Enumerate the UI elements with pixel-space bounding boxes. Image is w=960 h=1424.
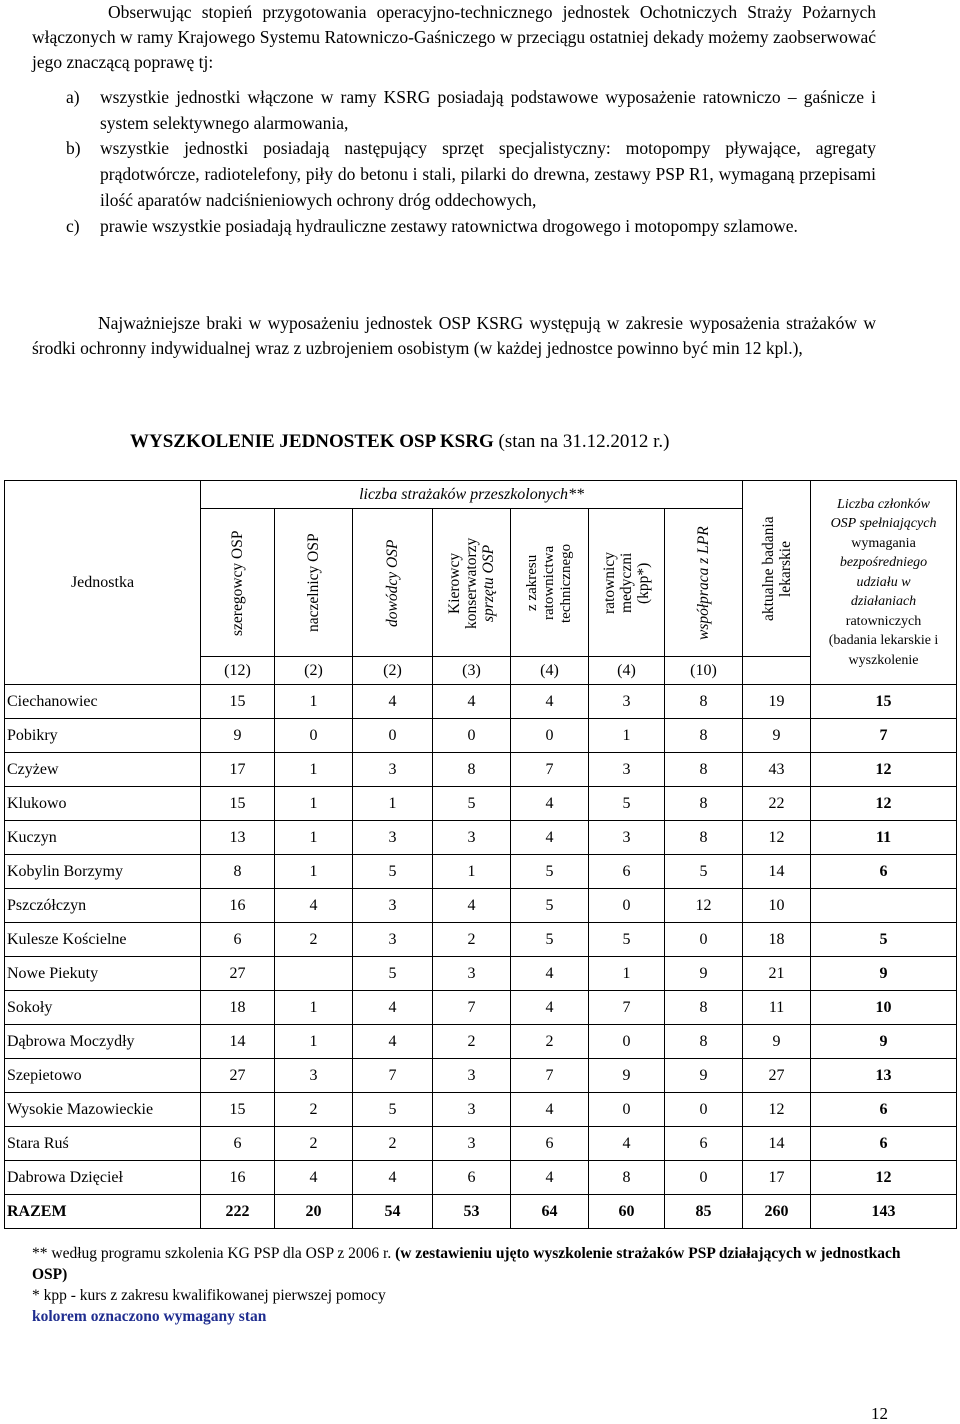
header-medical-exams: aktualne badania lekarskie [743,481,811,657]
header-drivers: Kierowcy konserwatorzy sprzętu OSP [433,509,511,657]
table-cell: 14 [201,1025,275,1059]
table-row [5,923,957,957]
unit-name: Dabrowa Dzięcieł [5,1161,201,1195]
table-cell: 2 [433,1025,511,1059]
required-value: (10) [665,657,743,685]
table-cell: 4 [511,991,589,1025]
list-item [66,136,876,213]
table-cell: 3 [433,957,511,991]
table-cell: 13 [201,821,275,855]
table-cell: 6 [511,1127,589,1161]
unit-name: RAZEM [5,1195,201,1229]
table-cell: 3 [353,821,433,855]
table-cell: 43 [743,753,811,787]
table-cell: 6 [665,1127,743,1161]
table-cell: 1 [275,855,353,889]
table-cell: 0 [275,719,353,753]
table-cell: 5 [511,855,589,889]
table-cell: 5 [353,1093,433,1127]
intro-text: Obserwując stopień przygotowania operacyjno-technicznego jednostek Ochotniczych Straży Pożarnych włączonych w ramy Krajowego Systemu Ratowniczo-Gaśniczego w przeciągu ostatniej dekady możemy zaobserwować jego znaczącą poprawę tj: [32,2,876,72]
table-cell: 6 [433,1161,511,1195]
table-cell: 18 [201,991,275,1025]
table-cell: 1 [275,753,353,787]
table-cell: 9 [743,719,811,753]
table-cell: 5 [511,923,589,957]
table-cell: 3 [353,889,433,923]
footnote-kpp: * kpp - kurs z zakresu kwalifikowanej pierwszej pomocy [32,1287,386,1304]
table-cell: 9 [665,957,743,991]
required-value: (4) [589,657,665,685]
table-cell: 9 [201,719,275,753]
table-cell: 1 [275,991,353,1025]
table-cell: 0 [433,719,511,753]
table-cell: 0 [665,1161,743,1195]
table-cell: 9 [811,957,957,991]
table-cell: 64 [511,1195,589,1229]
unit-name: Klukowo [5,787,201,821]
table-cell: 4 [275,889,353,923]
table-cell: 5 [511,889,589,923]
improvements-list [66,85,876,239]
table-cell: 222 [201,1195,275,1229]
unit-name: Szepietowo [5,1059,201,1093]
unit-name: Kulesze Kościelne [5,923,201,957]
table-cell: 4 [511,821,589,855]
table-cell: 1 [275,685,353,719]
table-cell: 27 [201,1059,275,1093]
table-row [5,719,957,753]
table-cell: 3 [433,1093,511,1127]
table-cell: 13 [811,1059,957,1093]
table-cell: 1 [589,957,665,991]
table-cell: 4 [433,889,511,923]
table-cell: 3 [433,1059,511,1093]
unit-name: Pszczółczyn [5,889,201,923]
table-cell: 5 [589,787,665,821]
footnotes [32,1243,912,1327]
table-cell: 7 [589,991,665,1025]
table-cell: 8 [665,991,743,1025]
table-row [5,821,957,855]
table-cell: 9 [743,1025,811,1059]
table-cell: 8 [433,753,511,787]
table-row [5,1093,957,1127]
header-technical-rescue: z zakresu ratownictwa technicznego [511,509,589,657]
footnote-color: kolorem oznaczono wymagany stan [32,1308,267,1325]
list-marker: c) [66,215,80,236]
table-cell: 2 [275,1127,353,1161]
table-cell: 0 [665,1093,743,1127]
training-table [4,480,957,1229]
table-cell: 1 [589,719,665,753]
table-cell: 85 [665,1195,743,1229]
table-cell: 6 [201,1127,275,1161]
table-cell: 4 [511,1093,589,1127]
table-cell: 8 [665,787,743,821]
table-cell: 0 [589,1025,665,1059]
header-unit: Jednostka [5,481,201,685]
table-cell: 7 [433,991,511,1025]
required-value: (4) [511,657,589,685]
table-cell: 1 [353,787,433,821]
table-row [5,957,957,991]
table-cell: 15 [811,685,957,719]
table-cell: 10 [743,889,811,923]
table-cell: 53 [433,1195,511,1229]
table-cell: 4 [275,1161,353,1195]
intro-paragraph [32,0,876,75]
header-lpr: współpraca z LPR [665,509,743,657]
table-cell: 4 [511,957,589,991]
unit-name: Kobylin Borzymy [5,855,201,889]
table-cell: 15 [201,787,275,821]
table-cell: 4 [589,1127,665,1161]
table-row [5,1059,957,1093]
unit-name: Czyżew [5,753,201,787]
total-row [5,1195,957,1229]
list-item-text: wszystkie jednostki włączone w ramy KSRG posiadają podstawowe wyposażenie ratowniczo – gaśnicze i system selektywnego alarmowania, [100,87,876,133]
table-cell: 1 [433,855,511,889]
table-cell: 5 [589,923,665,957]
table-cell: 3 [589,821,665,855]
table-cell: 14 [743,1127,811,1161]
table-cell: 4 [353,685,433,719]
list-item [66,214,876,240]
table-cell: 6 [589,855,665,889]
unit-name: Stara Ruś [5,1127,201,1161]
table-cell: 0 [353,719,433,753]
footnote-program: ** według programu szkolenia KG PSP dla OSP z 2006 r. (w zestawieniu ujęto wyszkolenie strażaków PSP działających w jednostkach OSP) [32,1245,901,1283]
table-cell: 3 [433,1127,511,1161]
unit-name: Wysokie Mazowieckie [5,1093,201,1127]
table-cell: 8 [665,821,743,855]
table-cell: 3 [353,923,433,957]
table-cell: 19 [743,685,811,719]
table-cell: 11 [811,821,957,855]
table-cell: 15 [201,685,275,719]
table-cell: 27 [743,1059,811,1093]
table-cell: 8 [665,1025,743,1059]
table-cell: 1 [275,787,353,821]
list-marker: a) [66,87,80,107]
table-cell [811,889,957,923]
list-item-text: prawie wszystkie posiadają hydrauliczne zestawy ratownictwa drogowego i motopompy szlamowe. [100,215,798,236]
table-row [5,1025,957,1059]
table-cell: 5 [811,923,957,957]
table-cell: 6 [811,855,957,889]
table-cell: 12 [811,787,957,821]
deficiencies-paragraph [32,311,876,361]
table-cell: 6 [811,1127,957,1161]
table-cell: 2 [433,923,511,957]
table-cell: 0 [589,889,665,923]
table-cell: 17 [201,753,275,787]
table-cell: 7 [353,1059,433,1093]
table-cell: 0 [589,1093,665,1127]
table-cell: 15 [201,1093,275,1127]
table-cell: 9 [811,1025,957,1059]
table-cell: 8 [589,1161,665,1195]
table-cell: 5 [353,855,433,889]
table-title-main: WYSZKOLENIE JEDNOSTEK OSP KSRG [130,431,494,452]
table-cell: 8 [201,855,275,889]
table-cell: 54 [353,1195,433,1229]
table-cell: 4 [353,1161,433,1195]
table-cell: 14 [743,855,811,889]
table-cell: 17 [743,1161,811,1195]
table-cell: 3 [589,753,665,787]
table-cell: 5 [665,855,743,889]
table-cell: 10 [811,991,957,1025]
table-cell: 6 [811,1093,957,1127]
table-cell: 1 [275,821,353,855]
table-cell: 4 [433,685,511,719]
table-cell: 8 [665,719,743,753]
table-row [5,855,957,889]
page-number: 12 [871,1404,888,1423]
required-blank [743,657,811,685]
header-commanders: dowódcy OSP [353,509,433,657]
table-cell: 2 [275,1093,353,1127]
list-item [66,85,876,136]
table-cell: 60 [589,1195,665,1229]
required-value: (3) [433,657,511,685]
unit-name: Pobikry [5,719,201,753]
table-cell: 2 [353,1127,433,1161]
unit-name: Kuczyn [5,821,201,855]
table-cell: 143 [811,1195,957,1229]
table-cell: 4 [353,1025,433,1059]
table-cell: 5 [353,957,433,991]
table-cell: 3 [353,753,433,787]
table-row [5,991,957,1025]
table-cell: 2 [511,1025,589,1059]
table-cell: 3 [589,685,665,719]
table-cell: 8 [665,753,743,787]
table-cell: 4 [353,991,433,1025]
table-row [5,753,957,787]
unit-name: Nowe Piekuty [5,957,201,991]
table-cell: 27 [201,957,275,991]
header-privates: szeregowcy OSP [201,509,275,657]
table-row [5,685,957,719]
required-value: (2) [353,657,433,685]
table-cell: 12 [811,753,957,787]
table-cell: 16 [201,889,275,923]
table-row [5,787,957,821]
table-cell: 9 [589,1059,665,1093]
table-cell: 8 [665,685,743,719]
table-cell: 4 [511,685,589,719]
table-title-date: (stan na 31.12.2012 r.) [498,431,670,452]
deficiencies-text: Najważniejsze braki w wyposażeniu jednostek OSP KSRG występują w zakresie wyposażenia strażaków w środki ochronny indywidualnej wraz z uzbrojeniem osobistym (w każdej jednostce powinno być min 12 kpl.), [32,313,876,358]
table-row [5,1161,957,1195]
required-value: (12) [201,657,275,685]
table-cell: 0 [665,923,743,957]
list-marker: b) [66,138,81,159]
list-item-text: wszystkie jednostki posiadają następujący sprzęt specjalistyczny: motopompy pływające, agregaty prądotwórcze, radiotelefony, piły do betonu i stali, pilarki do drewna, zestawy PSP R1, wymaganą przepisami ilość aparatów nadciśnieniowych ochrony dróg oddechowych, [100,138,876,210]
header-group-trained: liczba strażaków przeszkolonych** [201,481,743,509]
table-cell: 7 [811,719,957,753]
table-cell: 20 [275,1195,353,1229]
table-cell [275,957,353,991]
table-cell: 5 [433,787,511,821]
table-title [130,431,669,453]
table-cell: 21 [743,957,811,991]
table-row [5,1127,957,1161]
table-cell: 1 [275,1025,353,1059]
required-value: (2) [275,657,353,685]
table-cell: 12 [811,1161,957,1195]
header-medics: ratownicy medyczni (kpp*) [589,509,665,657]
unit-name: Ciechanowiec [5,685,201,719]
table-cell: 7 [511,753,589,787]
table-cell: 6 [201,923,275,957]
table-cell: 3 [275,1059,353,1093]
table-cell: 12 [743,1093,811,1127]
table-cell: 4 [511,787,589,821]
table-row [5,889,957,923]
table-cell: 0 [511,719,589,753]
unit-name: Dąbrowa Moczydły [5,1025,201,1059]
unit-name: Sokoły [5,991,201,1025]
table-cell: 18 [743,923,811,957]
table-cell: 4 [511,1161,589,1195]
table-rows [5,685,957,1229]
table-cell: 260 [743,1195,811,1229]
table-cell: 16 [201,1161,275,1195]
table-cell: 22 [743,787,811,821]
header-chiefs: naczelnicy OSP [275,509,353,657]
table-cell: 12 [665,889,743,923]
table-cell: 7 [511,1059,589,1093]
table-cell: 2 [275,923,353,957]
header-members-eligible: Liczba członków OSP spełniających wymagania bezpośredniego udziału w działaniach ratowniczych (badania lekarskie i wyszkolenie [811,481,957,685]
table-cell: 9 [665,1059,743,1093]
table-cell: 11 [743,991,811,1025]
table-cell: 3 [433,821,511,855]
table-cell: 12 [743,821,811,855]
